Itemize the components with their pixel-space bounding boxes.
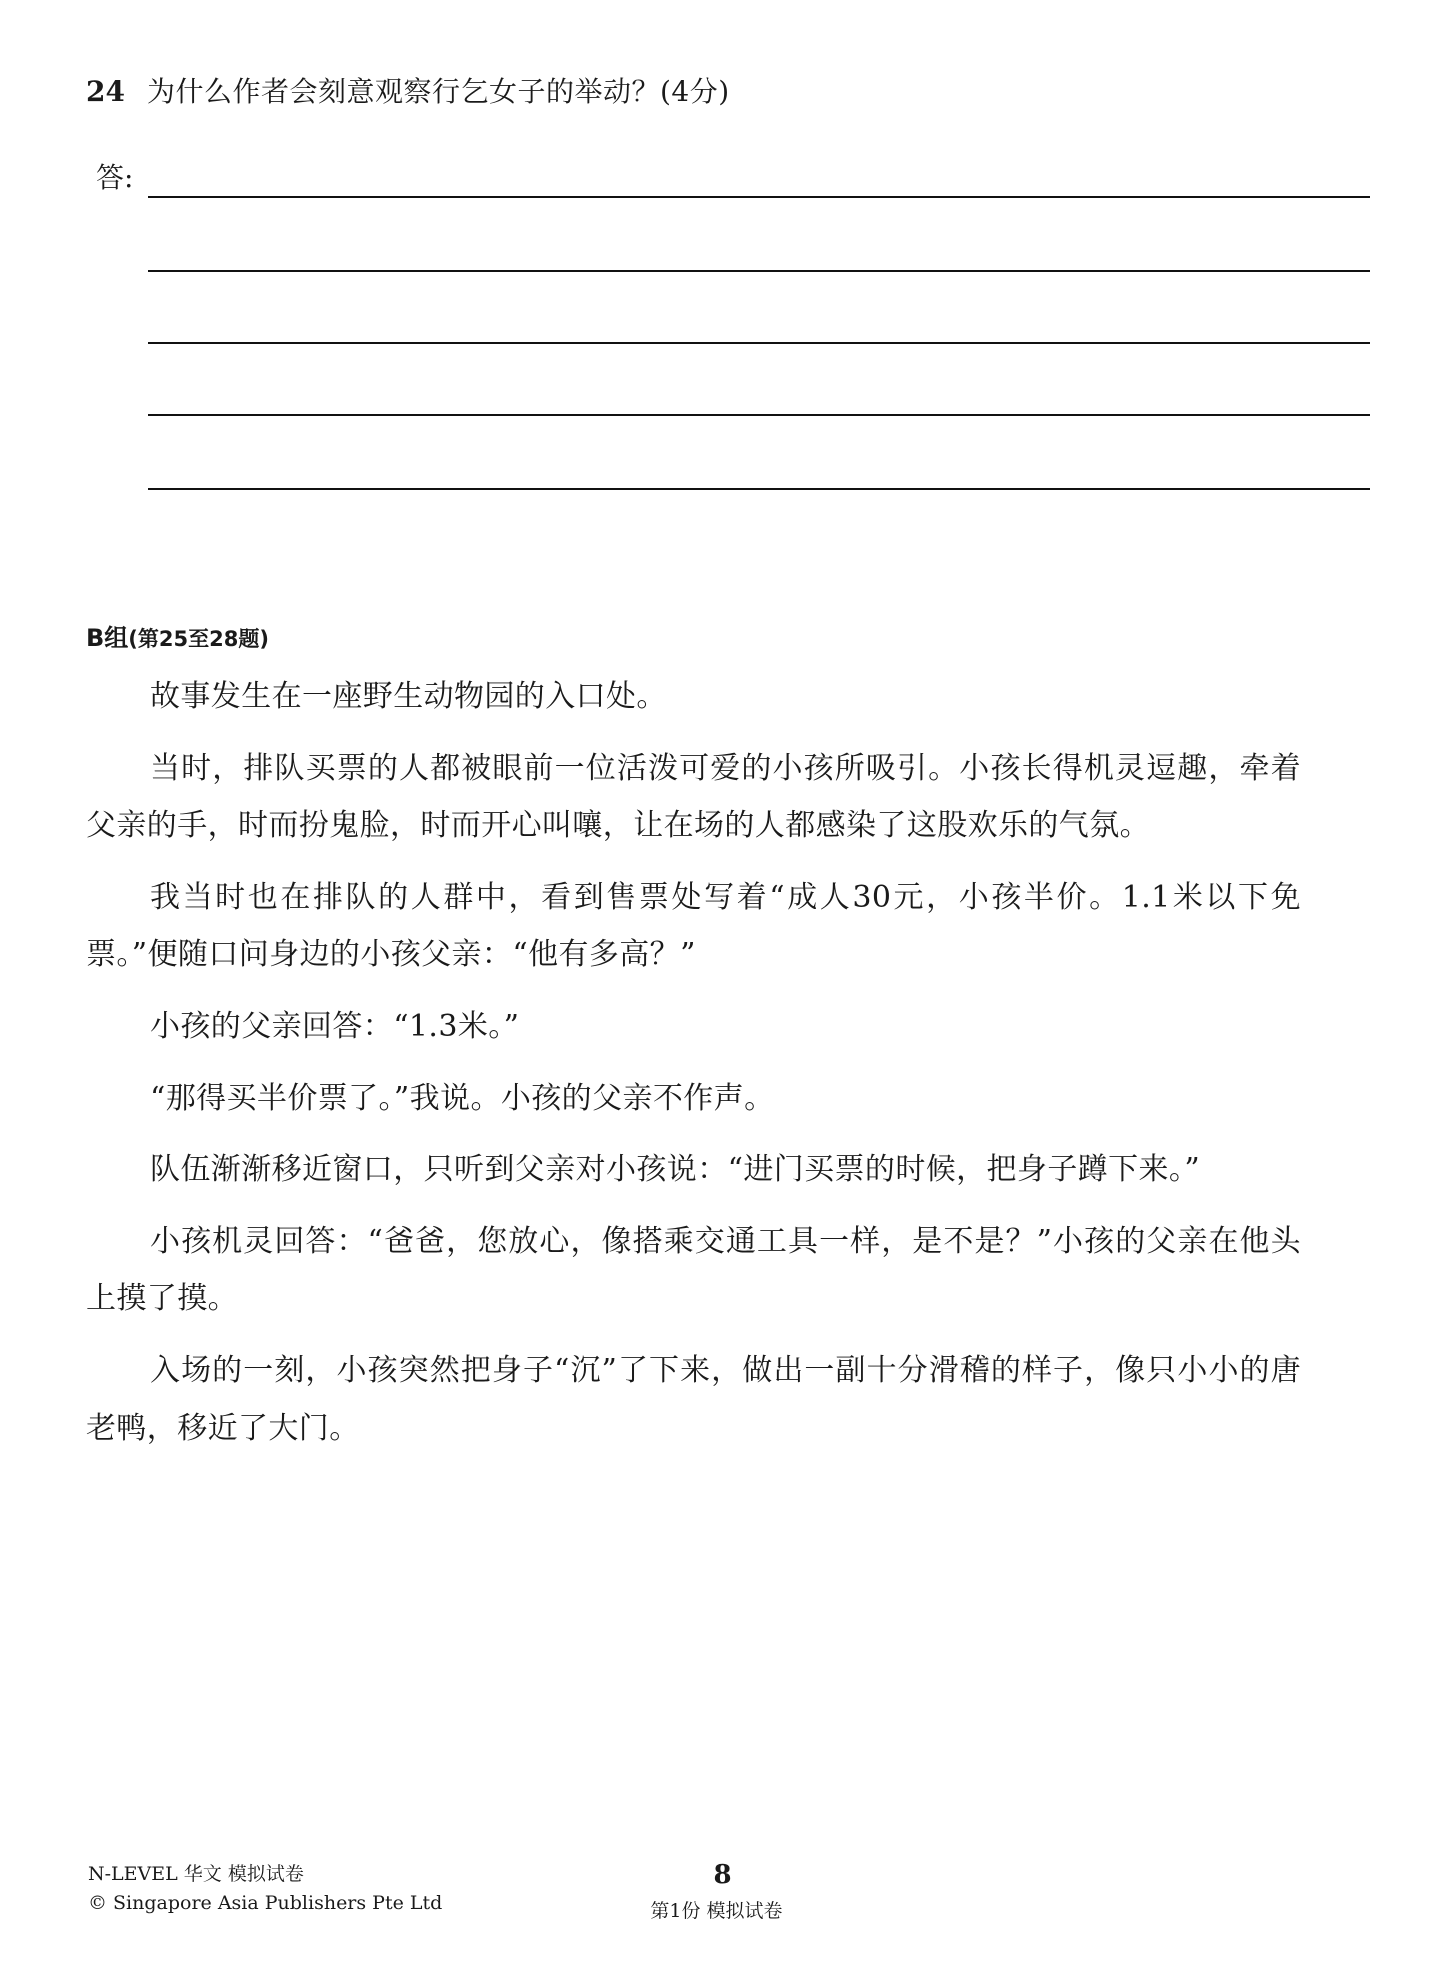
answer-line[interactable] bbox=[148, 270, 1370, 272]
footer-paper-label: 第1份 模拟试卷 bbox=[650, 1900, 783, 1922]
passage-paragraph: “那得买半价票了。”我说。小孩的父亲不作声。 bbox=[150, 1080, 775, 1116]
answer-line[interactable] bbox=[148, 414, 1370, 416]
passage-paragraph: 小孩机灵回答：“爸爸，您放心，像搭乘交通工具一样，是不是？”小孩的父亲在他头上摸了摸。 bbox=[86, 1223, 1301, 1317]
question-block bbox=[86, 72, 1286, 111]
passage-paragraph: 当时，排队买票的人都被眼前一位活泼可爱的小孩所吸引。小孩长得机灵逗趣，牵着父亲的手，时而扮鬼脸，时而开心叫嚷，让在场的人都感染了这股欢乐的气氛。 bbox=[86, 750, 1301, 844]
passage-body bbox=[86, 668, 1301, 1471]
section-heading-main: B组 bbox=[86, 624, 129, 652]
answer-label: 答: bbox=[96, 161, 134, 194]
footer-copyright: © Singapore Asia Publishers Pte Ltd bbox=[88, 1891, 443, 1914]
footer-center-block bbox=[0, 1860, 1445, 1923]
passage-paragraph: 入场的一刻，小孩突然把身子“沉”了下来，做出一副十分滑稽的样子，像只小小的唐老鸭，移近了大门。 bbox=[86, 1352, 1301, 1446]
passage-paragraph: 故事发生在一座野生动物园的入口处。 bbox=[150, 679, 667, 714]
passage-paragraph: 队伍渐渐移近窗口，只听到父亲对小孩说：“进门买票的时候，把身子蹲下来。” bbox=[150, 1152, 1201, 1188]
answer-line[interactable] bbox=[148, 488, 1370, 490]
page-number: 8 bbox=[713, 1860, 732, 1890]
footer-exam-title: N-LEVEL 华文 模拟试卷 bbox=[88, 1863, 304, 1885]
question-number: 24 bbox=[86, 75, 125, 108]
page-footer bbox=[0, 1860, 1445, 1950]
passage-paragraph: 小孩的父亲回答：“1.3米。” bbox=[150, 1008, 520, 1044]
question-text: 为什么作者会刻意观察行乞女子的举动？(4分) bbox=[146, 75, 730, 108]
section-heading-range: (第25至28题) bbox=[128, 627, 269, 651]
section-heading bbox=[86, 618, 269, 653]
answer-line[interactable] bbox=[148, 342, 1370, 344]
answer-line[interactable] bbox=[148, 196, 1370, 198]
passage-paragraph: 我当时也在排队的人群中，看到售票处写着“成人30元，小孩半价。1.1米以下免票。”便随口问身边的小孩父亲：“他有多高？” bbox=[86, 879, 1301, 973]
question-row bbox=[86, 72, 1286, 111]
